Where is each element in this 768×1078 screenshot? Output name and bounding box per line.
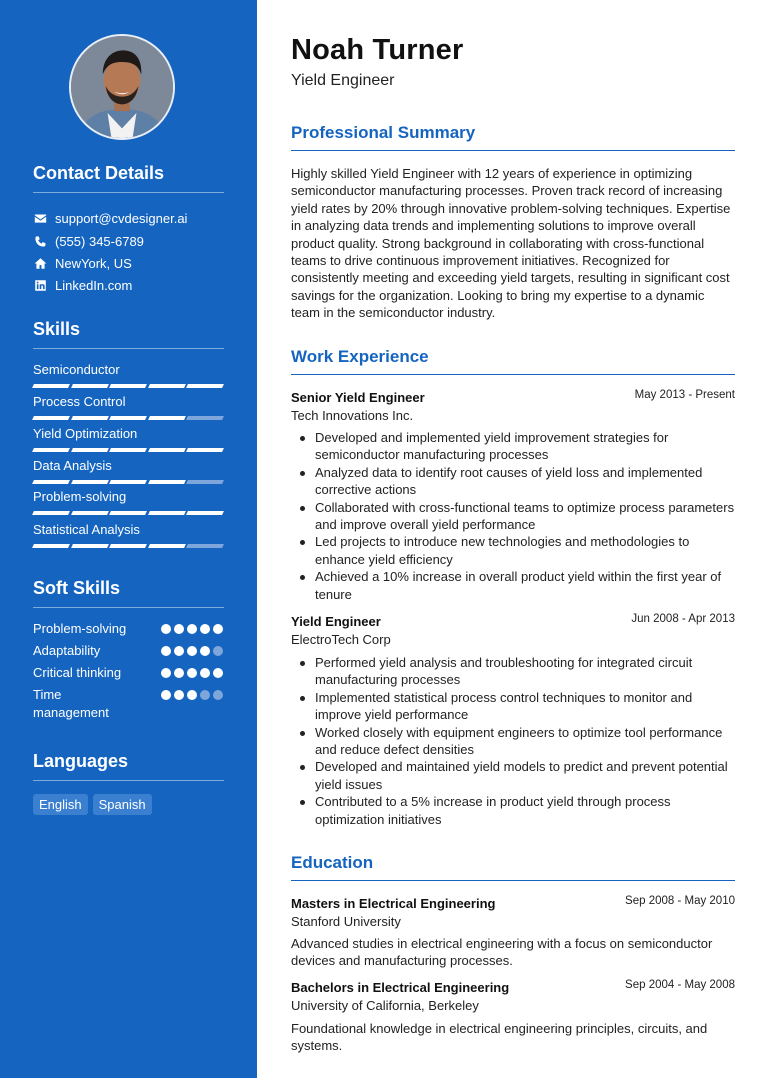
rating-dot: [174, 646, 184, 656]
soft-skill-rating: [161, 686, 223, 722]
rating-dot: [161, 646, 171, 656]
rating-dot: [200, 690, 210, 700]
skill-level-segment: [186, 544, 223, 548]
job-dates: May 2013 - Present: [634, 389, 735, 401]
rating-dot: [213, 646, 223, 656]
skill-level-segment: [148, 511, 185, 515]
profile-photo-illustration: [71, 36, 173, 138]
list-item: Worked closely with equipment engineers to optimize tool performance and reduce defect densities: [315, 724, 735, 759]
skill-label: Process Control: [33, 394, 126, 409]
languages-list: [33, 794, 152, 815]
skill-level-bar: [33, 511, 223, 515]
list-item: Developed and implemented yield improvement strategies for semiconductor manufacturing processes: [315, 429, 735, 464]
skill-label: Problem-solving: [33, 489, 127, 504]
skill-level-segment: [148, 480, 185, 484]
skill-item: [33, 394, 223, 420]
rating-dot: [187, 668, 197, 678]
school-name: Stanford University: [291, 914, 401, 929]
contact-linkedin[interactable]: [33, 275, 132, 295]
rating-dot: [187, 646, 197, 656]
candidate-name: Noah Turner: [291, 34, 464, 66]
rating-dot: [187, 624, 197, 634]
home-icon: [33, 256, 47, 270]
list-item: Analyzed data to identify root causes of yield loss and implemented corrective actions: [315, 464, 735, 499]
skill-level-segment: [148, 448, 185, 452]
rating-dot: [213, 690, 223, 700]
skill-level-segment: [148, 416, 185, 420]
school-name: University of California, Berkeley: [291, 998, 479, 1013]
soft-skill-rating: [161, 664, 223, 682]
job-dates: Jun 2008 - Apr 2013: [631, 613, 735, 625]
candidate-title: Yield Engineer: [291, 72, 395, 89]
soft-skill-label: Time management: [33, 687, 109, 720]
soft-skills-heading: Soft Skills: [33, 578, 224, 608]
skill-label: Data Analysis: [33, 458, 112, 473]
skill-level-segment: [109, 416, 146, 420]
contact-heading: Contact Details: [33, 163, 224, 193]
contact-phone[interactable]: [33, 231, 144, 251]
soft-skill-item: [33, 642, 223, 660]
skill-level-segment: [186, 448, 223, 452]
skill-level-segment: [186, 384, 223, 388]
job-bullets: [315, 654, 735, 828]
education-heading: Education: [291, 853, 735, 881]
skill-level-segment: [71, 416, 108, 420]
skill-level-segment: [109, 511, 146, 515]
job-company: Tech Innovations Inc.: [291, 408, 414, 423]
languages-heading: Languages: [33, 751, 224, 781]
degree-dates: Sep 2004 - May 2008: [625, 979, 735, 991]
summary-text: Highly skilled Yield Engineer with 12 years of experience in optimizing semiconductor manufacturing processes. Proven track record of increasing yield rates by 20% through innovative problem-solving techniques. Expertise in analyzing data trends and implementing solutions to improve overall product quality. Strong background in collaborating with cross-functional teams to drive continuous improvement initiatives. Recognized for consistently meeting and exceeding yield targets, resulting in significant cost savings for the organization. Looking to bring my expertise to a dynamic team in the semiconductor industry.: [291, 166, 731, 321]
rating-dot: [174, 624, 184, 634]
list-item: Implemented statistical process control techniques to monitor and improve yield performance: [315, 689, 735, 724]
skill-level-bar: [33, 416, 223, 420]
skill-level-segment: [186, 480, 223, 484]
rating-dot: [174, 690, 184, 700]
skill-level-segment: [32, 416, 69, 420]
skill-level-segment: [32, 480, 69, 484]
skill-level-segment: [109, 544, 146, 548]
rating-dot: [161, 668, 171, 678]
rating-dot: [200, 668, 210, 678]
degree-description: Advanced studies in electrical engineering with a focus on semiconductor devices and manufacturing processes.: [291, 936, 713, 969]
list-item: Collaborated with cross-functional teams to optimize process parameters and improve overall yield performance: [315, 499, 735, 533]
soft-skill-item: [33, 620, 223, 638]
language-badge: Spanish: [93, 794, 152, 815]
rating-dot: [161, 624, 171, 634]
skill-level-segment: [71, 544, 108, 548]
skill-item: [33, 458, 223, 484]
skill-level-segment: [32, 384, 69, 388]
job-title: Senior Yield Engineer: [291, 390, 425, 405]
soft-skill-label: Adaptability: [33, 643, 101, 658]
skill-level-segment: [32, 511, 69, 515]
contact-phone-text: (555) 345-6789: [55, 233, 144, 249]
job-bullets: [315, 429, 735, 603]
skill-level-segment: [71, 384, 108, 388]
degree-title: Bachelors in Electrical Engineering: [291, 980, 510, 995]
skill-level-segment: [109, 480, 146, 484]
contact-email[interactable]: [33, 208, 187, 228]
skill-label: Semiconductor: [33, 362, 120, 377]
skill-level-segment: [186, 416, 223, 420]
soft-skill-rating: [161, 620, 223, 638]
contact-location: [33, 253, 132, 273]
soft-skill-label: Critical thinking: [33, 665, 122, 680]
skills-heading: Skills: [33, 319, 224, 349]
degree-title: Masters in Electrical Engineering: [291, 896, 496, 911]
skill-label: Statistical Analysis: [33, 522, 140, 537]
skill-item: [33, 426, 223, 452]
skill-level-bar: [33, 448, 223, 452]
skill-level-segment: [32, 448, 69, 452]
experience-heading: Work Experience: [291, 347, 735, 375]
skill-item: [33, 522, 223, 548]
sidebar: [0, 0, 257, 1078]
soft-skill-item: [33, 664, 223, 682]
rating-dot: [161, 690, 171, 700]
skill-level-bar: [33, 480, 223, 484]
skill-label: Yield Optimization: [33, 426, 138, 441]
skill-level-segment: [148, 544, 185, 548]
job-title: Yield Engineer: [291, 614, 381, 629]
rating-dot: [187, 690, 197, 700]
degree-description: Foundational knowledge in electrical engineering principles, circuits, and systems.: [291, 1021, 708, 1054]
contact-location-text: NewYork, US: [55, 255, 132, 271]
linkedin-icon: [33, 278, 47, 292]
list-item: Led projects to introduce new technologies and methodologies to enhance yield efficiency: [315, 533, 735, 568]
skill-level-bar: [33, 544, 223, 548]
contact-email-text: support@cvdesigner.ai: [55, 210, 188, 226]
phone-icon: [33, 234, 47, 248]
rating-dot: [174, 668, 184, 678]
soft-skill-rating: [161, 642, 223, 660]
list-item: Contributed to a 5% increase in product yield through process optimization initiatives: [315, 793, 735, 828]
job-company: ElectroTech Corp: [291, 632, 391, 647]
list-item: Developed and maintained yield models to predict and prevent potential yield issues: [315, 758, 735, 793]
rating-dot: [200, 646, 210, 656]
language-badge: English: [33, 794, 88, 815]
contact-linkedin-text: LinkedIn.com: [55, 277, 133, 293]
skill-level-bar: [33, 384, 223, 388]
skill-level-segment: [186, 511, 223, 515]
skill-level-segment: [71, 448, 108, 452]
list-item: Performed yield analysis and troubleshooting for integrated circuit manufacturing processes: [315, 654, 735, 689]
list-item: Achieved a 10% increase in overall product yield within the first year of tenure: [315, 568, 735, 603]
skill-level-segment: [71, 511, 108, 515]
rating-dot: [200, 624, 210, 634]
skill-level-segment: [109, 384, 146, 388]
rating-dot: [213, 668, 223, 678]
skill-level-segment: [148, 384, 185, 388]
skill-item: [33, 489, 223, 515]
soft-skill-item: [33, 686, 223, 722]
envelope-icon: [33, 211, 47, 225]
rating-dot: [213, 624, 223, 634]
avatar: [69, 34, 175, 140]
soft-skill-label: Problem-solving: [33, 621, 127, 636]
summary-heading: Professional Summary: [291, 123, 735, 151]
skill-level-segment: [71, 480, 108, 484]
skill-level-segment: [109, 448, 146, 452]
skill-item: [33, 362, 223, 388]
skill-level-segment: [32, 544, 69, 548]
degree-dates: Sep 2008 - May 2010: [625, 895, 735, 907]
